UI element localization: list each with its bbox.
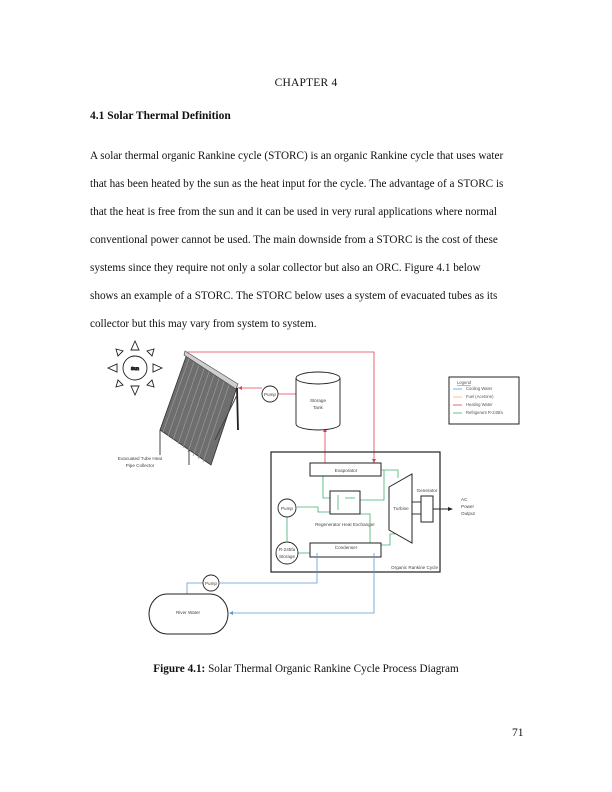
evaporator [310,463,381,476]
paragraph-line: collector but this may vary from system to system. [90,318,317,330]
pump-orc [278,499,296,517]
pump-label: Pump [263,392,277,397]
legend-item: Fuel (Acetone) [466,394,494,399]
paragraph-line: conventional power cannot be used. The main downside from a STORC is the cost of these [90,234,498,246]
orc-label: Organic Rankine Cycle [391,565,438,570]
chapter-heading: CHAPTER 4 [274,77,338,89]
r245-label-line2: Storage [278,554,296,559]
storage-tank-label-line2: Tank [313,405,323,410]
pump-collector [262,386,278,402]
legend-item: Refrigerant R-245fa [466,410,503,415]
page-number: 71 [512,727,524,739]
pump-label: Pump [204,581,218,586]
condenser-label: Condenser [334,545,358,550]
paragraph-line: A solar thermal organic Rankine cycle (STORC) is an organic Rankine cycle that uses water [90,150,504,162]
legend-item: Cooling Water [466,386,493,391]
section-title: 4.1 Solar Thermal Definition [90,110,231,122]
evaporator-label: Evaporator [334,468,358,473]
river-water-label: River Water [175,610,201,615]
figure-caption [0,663,612,675]
r245-label-line1: R-245fa [278,547,296,552]
ac-output-label-line3: Output [461,511,475,516]
paragraph-line: that has been heated by the sun as the heat input for the cycle. The advantage of a STORC is [90,178,504,190]
river-water-tank [149,594,228,634]
collector-label-line2: Pipe Collector [125,463,155,468]
storage-tank-label-line1: Storage [309,398,327,403]
paragraph-line: shows an example of a STORC. The STORC below uses a system of evacuated tubes as its [90,290,498,302]
turbine-label: Turbine [393,506,409,511]
legend [449,377,519,424]
ac-output-label-line2: Power [461,504,475,509]
paragraph-line: that the heat is free from the sun and it can be used in very rural applications where normal [90,206,497,218]
ac-output-label-line1: AC [461,497,468,502]
storage-tank [296,372,340,430]
pump-label: Pump [280,506,294,511]
sun-label: Sun [130,366,140,371]
turbine [389,474,412,543]
legend-item: Heating Water [466,402,493,407]
body-paragraph [90,142,535,338]
collector-label-line1: Evacuated Tube Heat [117,456,163,461]
r245fa-storage [276,542,298,564]
caption-text: Solar Thermal Organic Rankine Cycle Process Diagram [205,663,459,675]
caption-label: Figure 4.1: [153,663,206,675]
generator-label: Generator [416,488,438,493]
regenerator-label: Regenerator Heat Exchanger [315,522,375,527]
regenerator-heat-exchanger [315,491,375,527]
condenser [310,543,381,557]
generator [412,488,453,522]
paragraph-line: systems since they require not only a solar collector but also an ORC. Figure 4.1 below [90,262,481,274]
pump-river [203,575,219,591]
sun-icon [108,341,162,395]
legend-title: Legend [457,380,471,385]
storc-process-diagram [100,330,525,655]
